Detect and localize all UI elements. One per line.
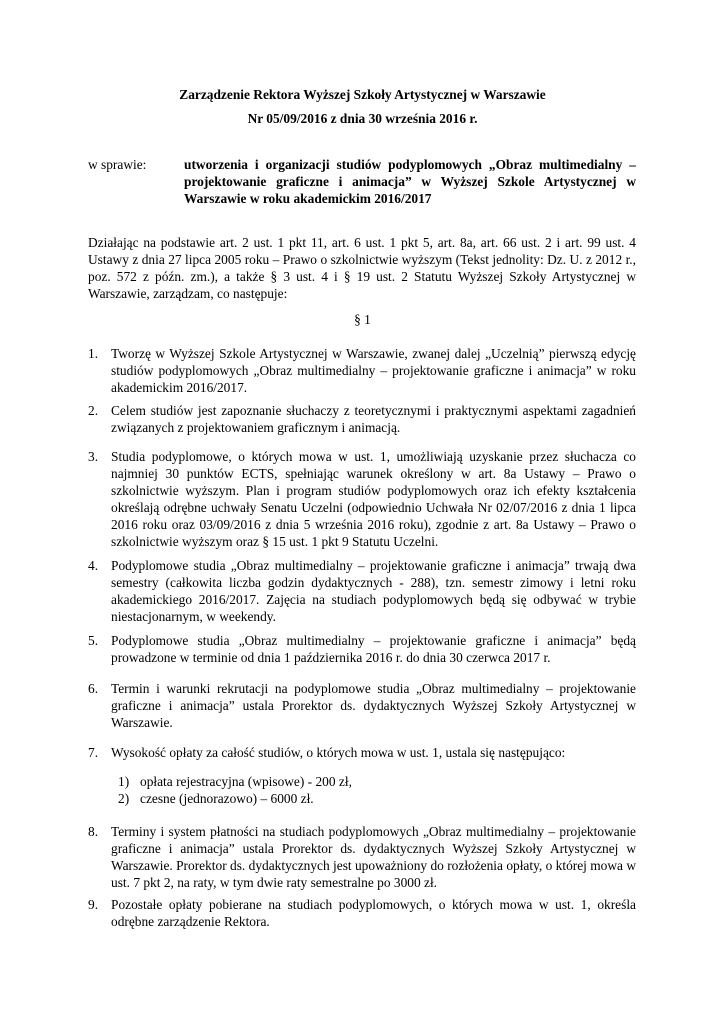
fee-item: [118, 790, 618, 807]
document-number: Nr 05/09/2016 z dnia 30 września 2016 r.: [247, 111, 478, 126]
fee-item: [118, 773, 618, 790]
item-number: 8.: [88, 824, 99, 839]
subject-text: utworzenia i organizacji studiów podyplomowych „Obraz multimedialny – projektowanie graficzne i animacja” w Wyższej Szkole Artystycznej w Warszawie w roku akademickim 2016/2017: [184, 157, 636, 206]
item-number: 4.: [88, 558, 99, 573]
item-text: Termin i warunki rekrutacji na podyplomowe studia „Obraz multimedialny – projektowanie graficzne i animacja” ustala Prorektor ds. dydaktycznych Wyższej Szkoły Artystycznej w Warszawie.: [111, 681, 636, 730]
item-number: 1.: [88, 346, 99, 361]
fee-text: czesne (jednorazowo) – 6000 zł.: [140, 791, 314, 806]
list-item: [88, 345, 636, 396]
fee-number: 1): [118, 774, 130, 789]
item-number: 6.: [88, 681, 99, 696]
item-text: Podyplomowe studia „Obraz multimedialny – projektowanie graficzne i animacja” trwają dwa semestry (całkowita liczba godzin dydaktycznych - 288), tzn. semestr zimowy i letni roku akademickiego 2016/2017. Zajęcia na studiach podyplomowych będą się odbywać w trybie niestacjonarnym, w weekendy.: [111, 558, 636, 624]
item-number: 9.: [88, 897, 99, 912]
section-mark: § 1: [354, 312, 371, 327]
document-title: Zarządzenie Rektora Wyższej Szkoły Artystycznej w Warszawie: [179, 87, 546, 102]
subject-label: w sprawie:: [88, 157, 147, 172]
item-text: Celem studiów jest zapoznanie słuchaczy z teoretycznymi i praktycznymi aspektami zagadnień związanych z projektowaniem graficznym i animacją.: [111, 403, 636, 435]
fee-text: opłata rejestracyjna (wpisowe) - 200 zł,: [140, 774, 352, 789]
item-text: Pozostałe opłaty pobierane na studiach podyplomowych, o których mowa w ust. 1, określa odrębne zarządzenie Rektora.: [111, 897, 636, 929]
list-item: [88, 448, 636, 550]
list-item: [88, 402, 636, 436]
item-number: 7.: [88, 745, 99, 760]
item-text: Terminy i system płatności na studiach podyplomowych „Obraz multimedialny – projektowanie graficzne i animacja” ustala Prorektor ds. dydaktycznych Wyższej Szkoły Artystycznej w Warszawie. Prorektor ds. dydaktycznych jest upoważniony do rozłożenia opłaty, o której mowa w ust. 7 pkt 2, na raty, w tym dwie raty semestralne po 3000 zł.: [111, 824, 636, 890]
list-item: [88, 823, 636, 891]
list-item: [88, 557, 636, 625]
list-item: [88, 632, 636, 666]
item-number: 3.: [88, 449, 99, 464]
list-item: [88, 896, 636, 930]
item-number: 2.: [88, 403, 99, 418]
fee-number: 2): [118, 791, 130, 806]
item-text: Podyplomowe studia „Obraz multimedialny – projektowanie graficzne i animacja” będą prowadzone w terminie od dnia 1 października 2016 r. do dnia 30 czerwca 2017 r.: [111, 633, 636, 665]
item-text: Studia podyplomowe, o których mowa w ust. 1, umożliwiają uzyskanie przez słuchacza co najmniej 30 punktów ECTS, spełniając warunek określony w art. 8a Ustawy – Prawo o szkolnictwie wyższym. Plan i program studiów podyplomowych oraz ich efekty kształcenia określają odrębne uchwały Senatu Uczelni (odpowiednio Uchwała Nr 02/07/2016 z dnia 1 lipca 2016 roku oraz 03/09/2016 z dnia 5 września 2016 roku), zgodnie z art. 8a Ustawy – Prawo o szkolnictwie wyższym oraz § 15 ust. 1 pkt 9 Statutu Uczelni.: [111, 449, 636, 549]
legal-basis-paragraph: Działając na podstawie art. 2 ust. 1 pkt 11, art. 6 ust. 1 pkt 5, art. 8a, art. 66 ust. 2 i art. 99 ust. 4 Ustawy z dnia 27 lipca 2005 roku – Prawo o szkolnictwie wyższym (Tekst jednolity: Dz. U. z 2012 r., poz. 572 z późn. zm.), a także § 3 ust. 4 i § 19 ust. 2 Statutu Wyższej Szkoły Artystycznej w Warszawie, zarządzam, co następuje:: [88, 235, 636, 301]
list-item: [88, 744, 636, 761]
item-number: 5.: [88, 633, 99, 648]
item-text: Tworzę w Wyższej Szkole Artystycznej w Warszawie, zwanej dalej „Uczelnią” pierwszą edycję studiów podyplomowych „Obraz multimedialny – projektowanie graficzne i animacja” w roku akademickim 2016/2017.: [111, 346, 636, 395]
item-text: Wysokość opłaty za całość studiów, o których mowa w ust. 1, ustala się następująco:: [111, 745, 566, 760]
list-item: [88, 680, 636, 731]
